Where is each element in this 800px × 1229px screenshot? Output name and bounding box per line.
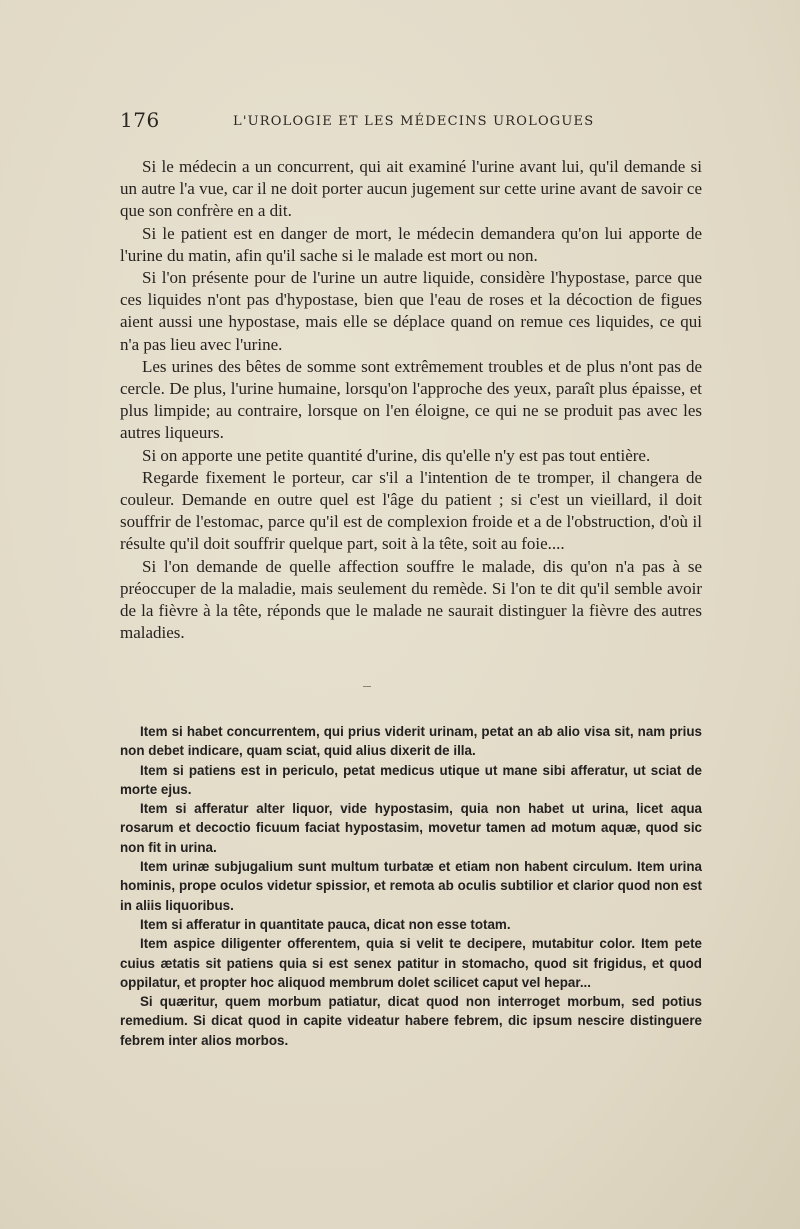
latin-paragraph: Item si habet concurrentem, qui prius viderit urinam, petat an ab alio visa sit, nam prius non debet indicare, quam sciat, quid alius dixerit de illa. (120, 724, 702, 759)
french-paragraph: Regarde fixement le porteur, car s'il a l'intention de te tromper, il changera de couleur. Demande en outre quel est l'âge du patient ; si c'est un vieillard, il doit souffrir de l'estomac, parce qu'il est de complexion froide et a de l'obstruction, d'où il résulte qu'il doit souffrir quelque part, soit à la tête, soit au foie.... (120, 467, 702, 554)
french-text-block (120, 156, 702, 644)
page-number: 176 (120, 108, 160, 132)
french-paragraph: Les urines des bêtes de somme sont extrêmement troubles et de plus n'ont pas de cercle. De plus, l'urine humaine, lorsqu'on l'approche des yeux, paraît plus épaisse, et plus limpide; au contraire, lorsque on l'en éloigne, ce qui ne se produit pas avec les autres liqueurs. (120, 356, 702, 443)
french-paragraph: Si le patient est en danger de mort, le médecin demandera qu'on lui apporte de l'urine du matin, afin qu'il sache si le malade est mort ou non. (120, 223, 702, 265)
latin-paragraph: Item si afferatur alter liquor, vide hypostasim, quia non habet ut urina, licet aqua rosarum et decoctio ficuum faciat hypostasim, movetur tamen ad motum aquæ, quod sic non fit in urina. (120, 801, 702, 855)
latin-paragraph: Item si afferatur in quantitate pauca, dicat non esse totam. (140, 916, 511, 932)
french-paragraph: Si on apporte une petite quantité d'urine, dis qu'elle n'y est pas tout entière. (142, 445, 651, 465)
latin-paragraph: Item aspice diligenter offerentem, quia si velit te decipere, mutabitur color. Item pete cuius ætatis sit patiens quia si est senex patitur in stomacho, quod sit frigidus, et quod oppilatur, et propter hoc aliquod membrum dolet scilicet caput vel hepar... (120, 936, 702, 990)
latin-paragraph: Item urinæ subjugalium sunt multum turbatæ et etiam non habent circulum. Item urina hominis, prope oculos videtur spissior, et remota ab oculis subtilior et clarior quod non est in aliis liquoribus. (120, 859, 702, 913)
latin-footnote-block (120, 722, 702, 1050)
running-title: L'UROLOGIE ET LES MÉDECINS UROLOGUES (233, 114, 595, 129)
latin-paragraph: Si quæritur, quem morbum patiatur, dicat quod non interroget morbum, sed potius remedium. Si dicat quod in capite videatur habere febrem, dic ipsum nescire distinguere febrem inter alios morbos. (120, 994, 702, 1048)
section-divider (363, 686, 371, 687)
latin-paragraph: Item si patiens est in periculo, petat medicus utique ut mane sibi afferatur, ut sciat de morte ejus. (120, 762, 702, 797)
french-paragraph: Si l'on présente pour de l'urine un autre liquide, considère l'hypostase, parce que ces liquides n'ont pas d'hypostase, bien que l'eau de roses et la décoction de figues aient aussi une hypostase, mais elle se déplace quand on remue ces liquides, ce qui n'a pas lieu avec l'urine. (120, 268, 702, 354)
french-paragraph: Si le médecin a un concurrent, qui ait examiné l'urine avant lui, qu'il demande si un autre l'a vue, car il ne doit porter aucun jugement sur cette urine avant de savoir ce que son confrère en a dit. (120, 157, 702, 221)
page-header (120, 108, 702, 134)
french-paragraph: Si l'on demande de quelle affection souffre le malade, dis qu'on n'a pas à se préoccuper de la maladie, mais seulement du remède. Si l'on te dit qu'il semble avoir de la fièvre à la tête, réponds que le malade ne saurait distinguer la fièvre des autres maladies. (120, 556, 702, 643)
